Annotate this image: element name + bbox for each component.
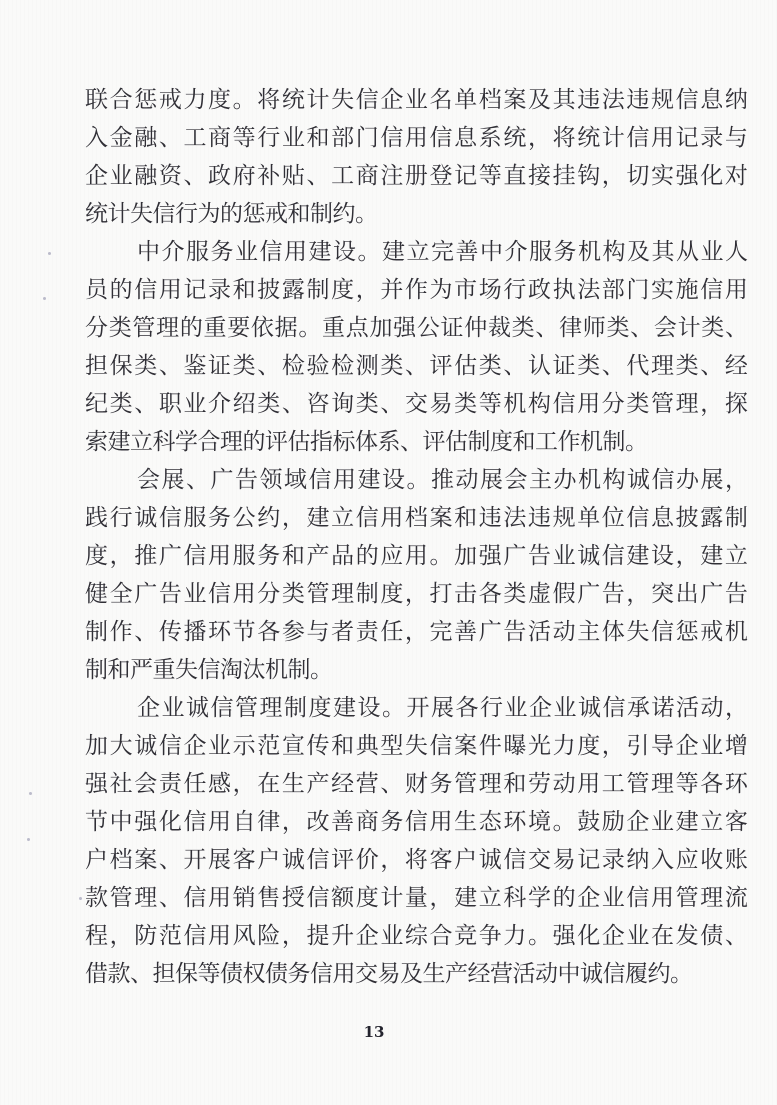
scan-speck [79, 897, 82, 900]
text-line: 会 展 、 广 告 领 域 信 用 建 设 。 推 动 展 会 主 办 机 构 诚 信 办 展 ， [137, 467, 748, 492]
text-line: 加 大 诚 信 企 业 示 范 宣 传 和 典 型 失 信 案 件 曝 光 力 度 ， 引 导 企 业 增 [85, 733, 748, 758]
text-line: 企 业 融 资 、 政 府 补 贴 、 工 商 注 册 登 记 等 直 接 挂 钩 ， 切 实 强 化 对 [85, 163, 748, 188]
text-line: 联 合 惩 戒 力 度 。 将 统 计 失 信 企 业 名 单 档 案 及 其 违 法 违 规 信 息 纳 [85, 87, 748, 112]
page-number: 13 [363, 1023, 385, 1041]
text-line: 借款、担保等债权债务信用交易及生产经营活动中诚信履约。 [85, 961, 693, 986]
text-line: 制和严重失信淘汰机制。 [85, 657, 333, 682]
text-line: 强 社 会 责 任 感 ， 在 生 产 经 营 、 财 务 管 理 和 劳 动 用 工 管 理 等 各 环 [85, 771, 748, 796]
paragraph [85, 81, 748, 233]
text-line: 践 行 诚 信 服 务 公 约 ， 建 立 信 用 档 案 和 违 法 违 规 单 位 信 息 披 露 制 [85, 505, 748, 530]
text-line: 企 业 诚 信 管 理 制 度 建 设 。 开 展 各 行 业 企 业 诚 信 承 诺 活 动 ， [137, 695, 748, 720]
text-line: 制 作 、 传 播 环 节 各 参 与 者 责 任 ， 完 善 广 告 活 动 主 体 失 信 惩 戒 机 [85, 619, 748, 644]
text-line: 健 全 广 告 业 信 用 分 类 管 理 制 度 ， 打 击 各 类 虚 假 广 告 ， 突 出 广 告 [85, 581, 748, 606]
text-line: 担 保 类 、 鉴 证 类 、 检 验 检 测 类 、 评 估 类 、 认 证 类 、 代 理 类 、 经 [85, 353, 748, 378]
text-line: 纪 类 、 职 业 介 绍 类 、 咨 询 类 、 交 易 类 等 机 构 信 用 分 类 管 理 ， 探 [85, 391, 748, 416]
scan-speck [48, 252, 51, 255]
text-line: 款 管 理 、 信 用 销 售 授 信 额 度 计 量 ， 建 立 科 学 的 企 业 信 用 管 理 流 [85, 885, 748, 910]
text-line: 统计失信行为的惩戒和制约。 [85, 201, 378, 226]
paragraph [85, 461, 748, 689]
text-line: 索建立科学合理的评估指标体系、评估制度和工作机制。 [85, 429, 648, 454]
scan-speck [27, 838, 30, 841]
text-line: 户 档 案 、 开 展 客 户 诚 信 评 价 ， 将 客 户 诚 信 交 易 记 录 纳 入 应 收 账 [85, 847, 748, 872]
text-line: 节 中 强 化 信 用 自 律 ， 改 善 商 务 信 用 生 态 环 境 。 鼓 励 企 业 建 立 客 [85, 809, 748, 834]
text-line: 分 类 管 理 的 重 要 依 据 。 重 点 加 强 公 证 仲 裁 类 、 律 师 类 、 会 计 类 、 [85, 315, 748, 340]
document-body-text [85, 81, 748, 993]
paragraph [85, 233, 748, 461]
paragraph [85, 689, 748, 993]
scan-speck [29, 792, 32, 795]
text-line: 度 ， 推 广 信 用 服 务 和 产 品 的 应 用 。 加 强 广 告 业 诚 信 建 设 ， 建 立 [85, 543, 748, 568]
text-line: 入 金 融 、 工 商 等 行 业 和 部 门 信 用 信 息 系 统 ， 将 统 计 信 用 记 录 与 [85, 125, 748, 150]
scan-speck [43, 297, 46, 300]
text-line: 员 的 信 用 记 录 和 披 露 制 度 ， 并 作 为 市 场 行 政 执 法 部 门 实 施 信 用 [85, 277, 748, 302]
text-line: 中 介 服 务 业 信 用 建 设 。 建 立 完 善 中 介 服 务 机 构 及 其 从 业 人 [137, 239, 748, 264]
text-line: 程 ， 防 范 信 用 风 险 ， 提 升 企 业 综 合 竞 争 力 。 强 化 企 业 在 发 债 、 [85, 923, 748, 948]
